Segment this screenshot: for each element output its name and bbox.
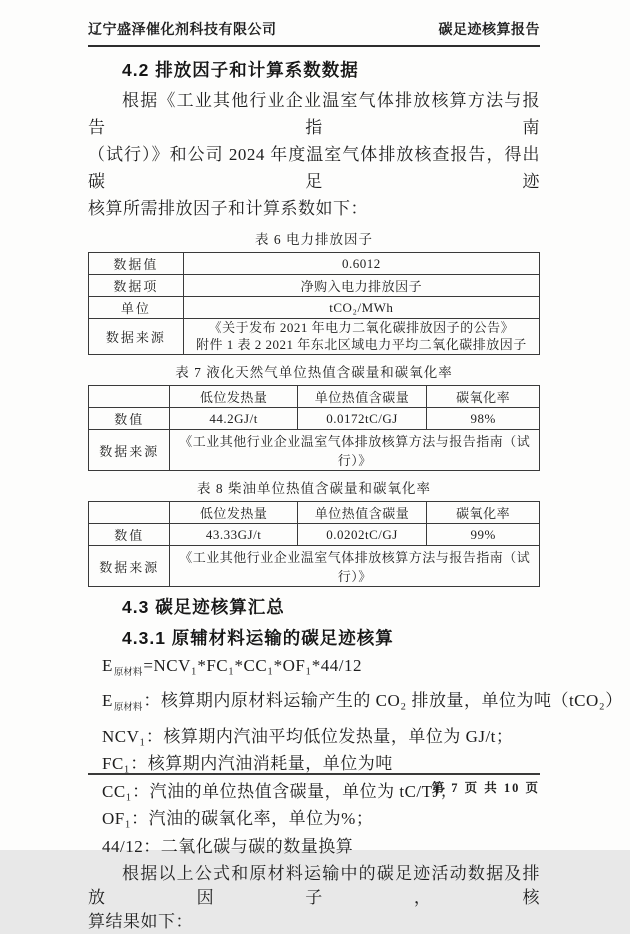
paragraph-line: 算结果如下： [88,912,193,931]
paragraph-line: 根据以上公式和原材料运输中的碳足迹活动数据及排放因子，核 [88,864,540,907]
section-4-3-1-heading: 4.3.1 原辅材料运输的碳足迹核算 [122,628,394,648]
cell-label: 数据来源 [89,319,184,355]
cell-header: 碳氧化率 [427,502,540,524]
cell-value [183,319,539,355]
definition-line: FC₁：核算期内汽油消耗量，单位为吨 [102,754,393,773]
cell-value: tCO₂/MWh [183,297,539,319]
definition-line: OF₁：汽油的碳氧化率，单位为%； [102,809,374,828]
paragraph-line: 根据《工业其他行业企业温室气体排放核算方法与报告指南 [88,91,540,137]
definition-line: CC₁：汽油的单位热值含碳量，单位为 tC/TJ； [102,781,458,801]
cell-value: 《工业其他行业企业温室气体排放核算方法与报告指南（试行）》 [170,430,540,471]
cell-header: 单位热值含碳量 [297,386,426,408]
cell-label: 数据项 [89,275,184,297]
paragraph-line: 核算所需排放因子和计算系数如下： [88,199,368,218]
table-row [89,430,540,471]
closing-paragraph [88,862,540,934]
definition-line [102,691,623,718]
cell-value: 0.0172tC/GJ [297,408,426,430]
paragraph-line: （试行）》和公司 2024 年度温室气体排放核查报告，得出碳足迹 [88,145,540,191]
formula-symbol: E [102,691,113,710]
section-4-3-heading: 4.3 碳足迹核算汇总 [122,597,285,617]
page-number: 第 7 页 共 10 页 [431,781,540,795]
cell-label: 数据来源 [89,430,170,471]
cell-label: 数值 [89,524,170,546]
cell-value: 43.33GJ/t [170,524,297,546]
cell-value: 0.6012 [183,253,539,275]
source-line: 附件 1 表 2 2021 年东北区域电力平均二氧化碳排放因子 [195,336,527,352]
cell-header: 低位发热量 [170,386,297,408]
formula-expression: =NCV₁*FC₁*CC₁*OF₁*44/12 [143,656,363,675]
cell-value: 净购入电力排放因子 [183,275,539,297]
table-row [89,275,540,297]
cell-header: 单位热值含碳量 [297,502,426,524]
header-company-name: 辽宁盛泽催化剂科技有限公司 [88,23,277,38]
table-header-row [89,386,540,408]
formula-symbol: E [102,656,113,675]
table6-title: 表 6 电力排放因子 [255,232,373,247]
cell-header [89,386,170,408]
cell-value: 98% [427,408,540,430]
cell-value: 99% [427,524,540,546]
table-row [89,319,540,355]
formula-raw-material-emission [102,657,540,682]
source-line: 《关于发布 2021 年电力二氧化碳排放因子的公告》 [208,320,515,335]
table-row [89,546,540,587]
cell-header [89,502,170,524]
table7-lng-carbon-content [88,385,540,471]
formula-subscript: 原材料 [113,703,143,713]
cell-header: 低位发热量 [170,502,297,524]
table8-title: 表 8 柴油单位热值含碳量和碳氧化率 [197,481,431,496]
cell-header: 碳氧化率 [427,386,540,408]
definition-line: NCV₁：核算期内汽油平均低位发热量，单位为 GJ/t； [102,726,514,746]
table-row [89,297,540,319]
cell-label: 单位 [89,297,184,319]
cell-value: 0.0202tC/GJ [297,524,426,546]
table-header-row [89,502,540,524]
page-footer [88,773,540,796]
formula-subscript: 原材料 [113,668,143,678]
intro-paragraph [88,87,540,222]
definition-line: 44/12：二氧化碳与碳的数量换算 [102,836,354,856]
cell-label: 数据来源 [89,546,170,587]
section-4-2-heading: 4.2 排放因子和计算系数数据 [122,60,359,80]
table8-diesel-carbon-content [88,501,540,587]
page-header [88,22,540,47]
cell-value: 《工业其他行业企业温室气体排放核算方法与报告指南（试行）》 [170,546,540,587]
table7-title: 表 7 液化天然气单位热值含碳量和碳氧化率 [175,365,453,380]
definition-text: ：核算期内原材料运输产生的 CO₂ 排放量，单位为吨（tCO₂） [143,691,623,710]
table-row [89,524,540,546]
cell-value: 44.2GJ/t [170,408,297,430]
header-report-title: 碳足迹核算报告 [438,23,540,38]
cell-label: 数据值 [89,253,184,275]
table-row [89,253,540,275]
table6-electricity-emission-factor [88,252,540,355]
table-row [89,408,540,430]
cell-label: 数值 [89,408,170,430]
